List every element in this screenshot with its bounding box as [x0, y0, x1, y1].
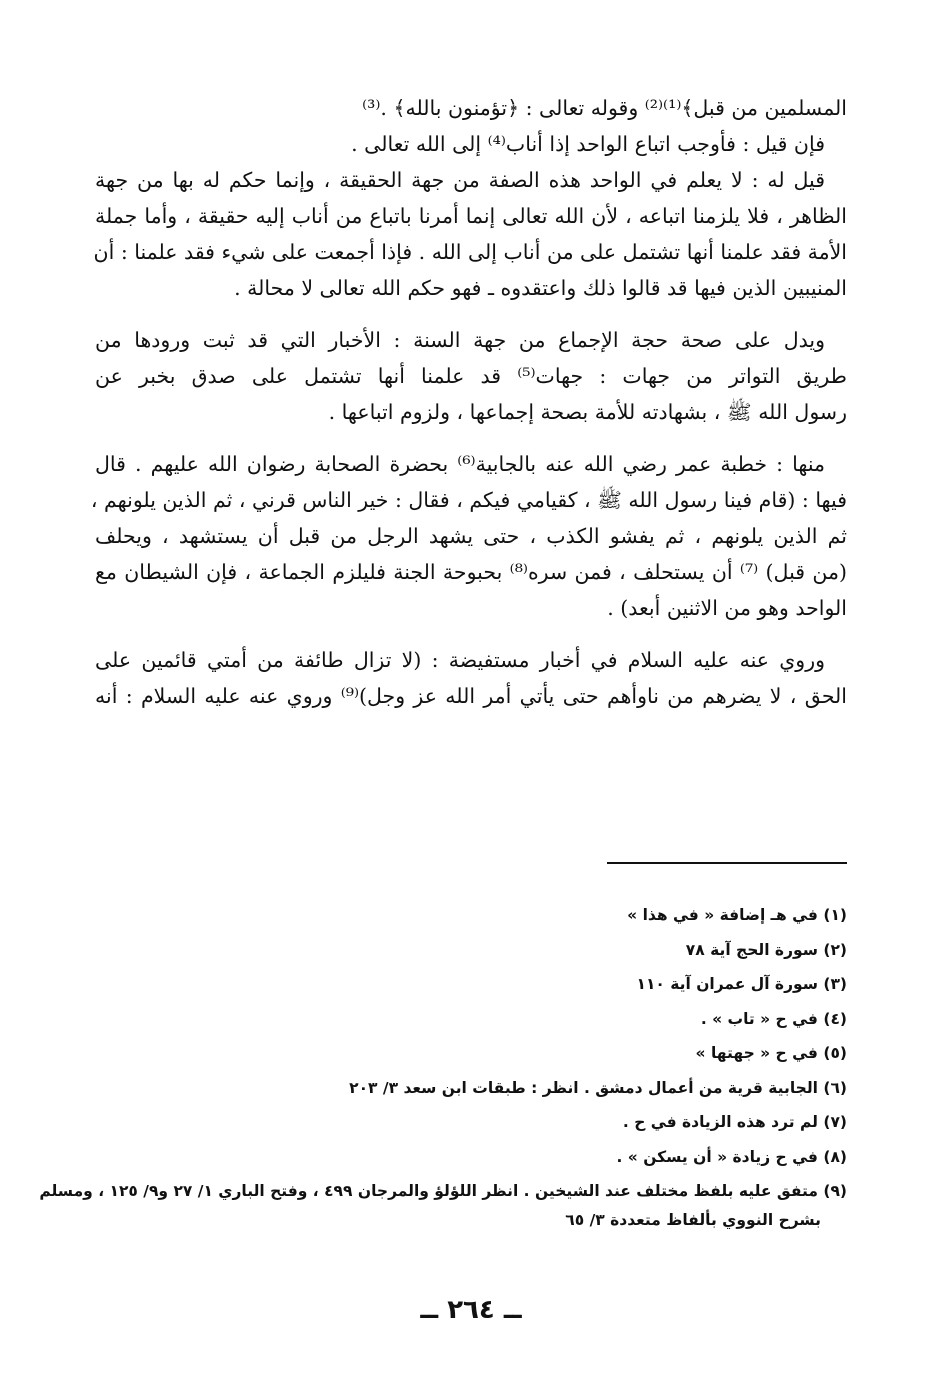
footnote-4: (٤) في ح « تاب » .	[700, 1009, 847, 1028]
page-body	[39, 90, 847, 1370]
paragraph-5	[90, 446, 847, 626]
footnote-separator	[607, 862, 847, 864]
text-line: الواحد وهو من الاثنين أبعد) .	[607, 596, 847, 620]
text-line: الأمة فقد علمنا أنها تشتمل على من أناب إلى الله . فإذا أجمعت على شيء فقد علمنا : أن	[93, 240, 847, 264]
text-line: المنيبين الذين فيها قد قالوا ذلك واعتقدوه ـ فهو حكم الله تعالى لا محالة .	[234, 276, 847, 300]
text-line: الظاهر ، فلا يلزمنا اتباعه ، لأن الله تعالى إنما أمرنا باتباع من أناب إليه حقيقة ، وأما جملة	[95, 204, 847, 228]
paragraph-4	[95, 322, 847, 430]
text-line: وروي عنه عليه السلام في أخبار مستفيضة : (لا تزال طائفة من أمتي قائمين على	[95, 648, 825, 672]
footnotes	[39, 898, 847, 1237]
text-line: قيل له : لا يعلم في الواحد هذه الصفة من جهة الحقيقة ، وإنما حكم له بها من جهة	[95, 168, 825, 192]
footnote-2: (٢) سورة الحج آية ٧٨	[685, 940, 847, 959]
footnote-1: (١) في هـ إضافة « في هذا »	[627, 906, 847, 924]
paragraph-6	[95, 642, 847, 714]
text-line: ثم الذين يلونهم ، ثم يفشو الكذب ، حتى يشهد الرجل من قبل أن يستشهد ، ويحلف	[95, 524, 847, 548]
text-line: طريق التواتر من جهات : جهات⁽⁵⁾ قد علمنا أنها تشتمل على صدق بخبر عن	[95, 364, 847, 388]
text-line: فإن قيل : فأوجب اتباع الواحد إذا أناب⁽⁴⁾ إلى الله تعالى .	[351, 132, 825, 156]
paragraph-1	[95, 90, 847, 126]
text-line: فيها : (قام فينا رسول الله ﷺ ، كقيامي فيكم ، فقال : خير الناس قرني ، ثم الذين يلونهم ،	[90, 488, 847, 512]
text-line: المسلمين من قبل﴾⁽¹⁾⁽²⁾ وقوله تعالى : ﴿تؤمنون بالله﴾ .⁽³⁾	[362, 96, 847, 120]
text-line: منها : خطبة عمر رضي الله عنه بالجابية⁽⁶⁾ بحضرة الصحابة رضوان الله عليهم . قال	[95, 452, 825, 476]
text-line: (من قبل) ⁽⁷⁾ أن يستحلف ، فمن سره⁽⁸⁾ بحبوحة الجنة فليلزم الجماعة ، فإن الشيطان مع	[95, 560, 847, 584]
footnote-5: (٥) في ح « جهتها »	[695, 1044, 847, 1062]
page-number: ــ ٢٦٤ ــ	[420, 1295, 522, 1325]
footnote-7: (٧) لم ترد هذه الزيادة في ح .	[622, 1113, 847, 1131]
paragraph-2	[95, 126, 847, 162]
text-line: ويدل على صحة حجة الإجماع من جهة السنة : الأخبار التي قد ثبت ورودها من	[95, 328, 825, 352]
text-line: الحق ، لا يضرهم من ناوأهم حتى يأتي أمر الله عز وجل)⁽⁹⁾ وروي عنه عليه السلام : أنه	[95, 684, 847, 708]
footnote-8: (٨) في ح زيادة « أن يسكن » .	[616, 1147, 847, 1166]
footnote-9: (٩) متفق عليه بلفظ مختلف عند الشيخين . انظر اللؤلؤ والمرجان ٤٩٩ ، وفتح الباري ١/ ٢٧ و٩/ ١٢٥ ، ومسلم	[39, 1182, 847, 1200]
footnote-9-continued: بشرح النووي بألفاظ متعددة ٣/ ٦٥	[565, 1210, 821, 1229]
footnote-3: (٣) سورة آل عمران آية ١١٠	[636, 975, 847, 993]
paragraph-3	[95, 162, 847, 306]
text-line: رسول الله ﷺ ، بشهادته للأمة بصحة إجماعها ، ولزوم اتباعها .	[328, 400, 847, 424]
footnote-6: (٦) الجابية قرية من أعمال دمشق . انظر : طبقات ابن سعد ٣/ ٢٠٣	[349, 1078, 847, 1097]
